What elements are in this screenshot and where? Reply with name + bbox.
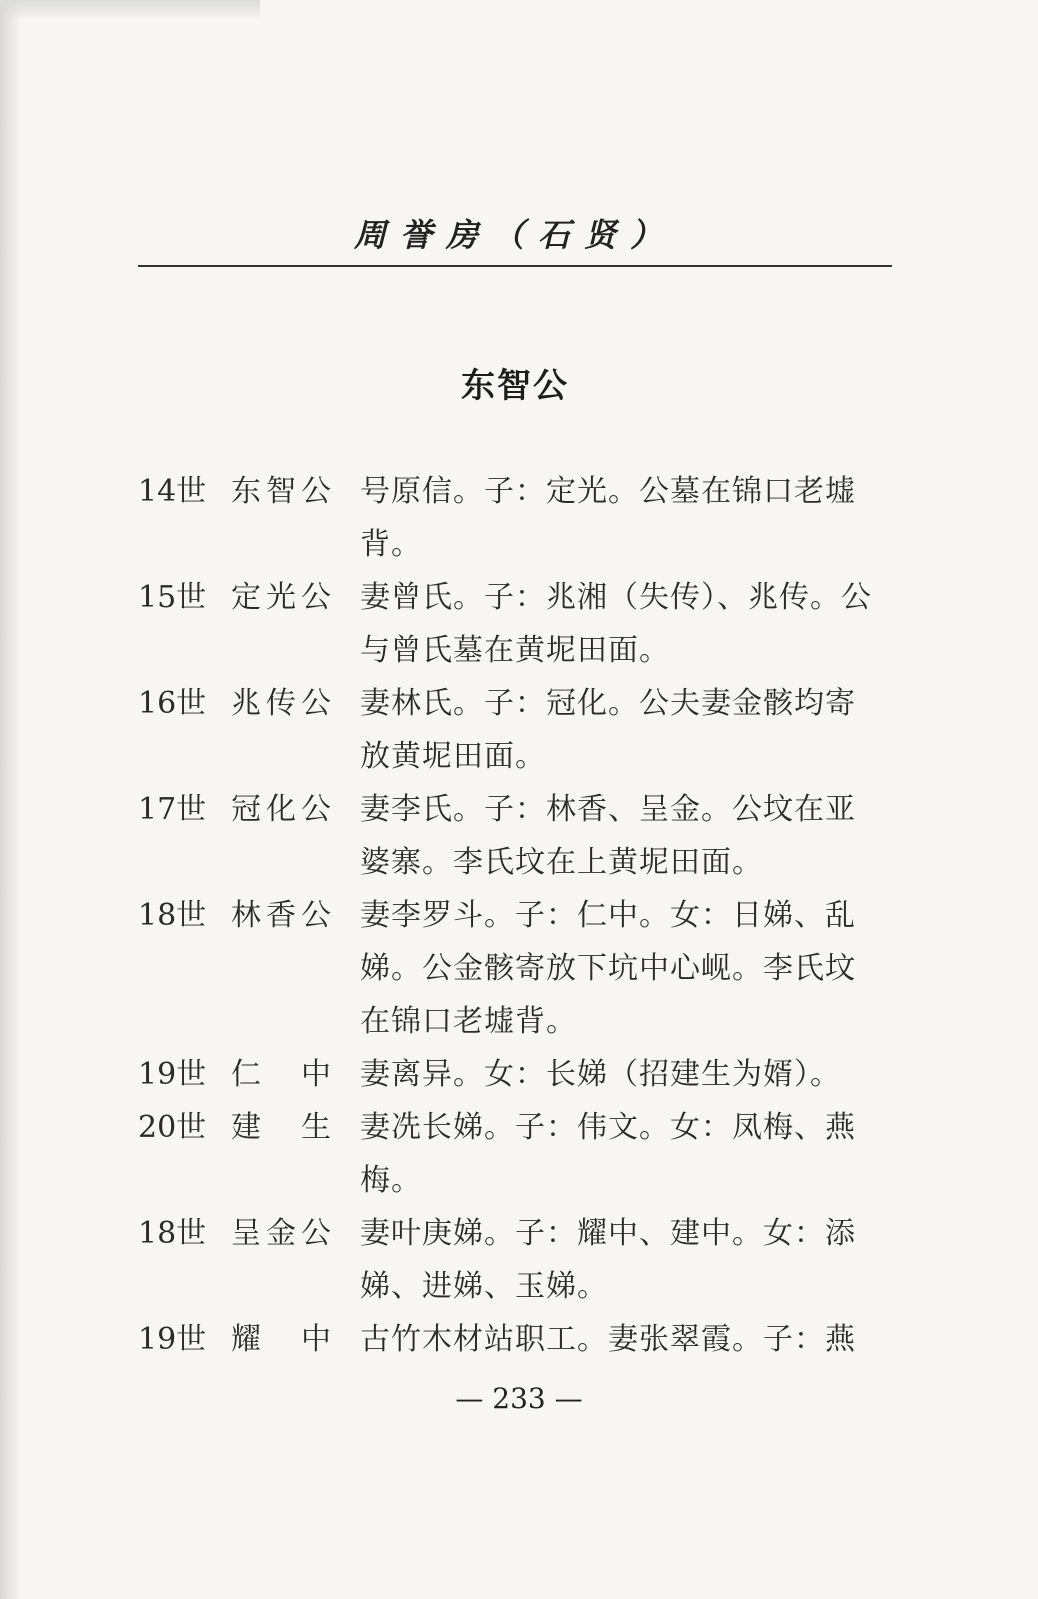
genealogy-entry	[138, 1048, 898, 1101]
generation-label: 15世	[138, 580, 207, 615]
generation-label: 18世	[138, 898, 207, 933]
generation-label: 18世	[138, 1216, 207, 1251]
genealogy-entry	[138, 783, 898, 889]
person-name: 耀 中	[231, 1322, 331, 1357]
entry-description: 号原信。子：定光。公墓在锦口老墟背。	[360, 474, 856, 562]
person-name: 建 生	[231, 1110, 331, 1145]
person-name: 呈金公	[231, 1216, 331, 1251]
genealogy-entry	[138, 889, 898, 1048]
entry-description: 妻离异。女：长娣（招建生为婿）。	[360, 1057, 841, 1092]
generation-label: 17世	[138, 792, 207, 827]
entry-description: 妻叶庚娣。子：耀中、建中。女：添娣、进娣、玉娣。	[360, 1216, 856, 1304]
person-name: 林香公	[231, 898, 331, 933]
entry-description: 妻冼长娣。子：伟文。女：凤梅、燕梅。	[360, 1110, 856, 1198]
genealogy-entry	[138, 465, 898, 571]
genealogy-entry	[138, 1313, 898, 1366]
header-rule	[138, 265, 892, 267]
entry-description: 妻李罗斗。子：仁中。女：日娣、乱娣。公金骸寄放下坑中心岘。李氏坟在锦口老墟背。	[360, 898, 856, 1039]
genealogy-entry	[138, 571, 898, 677]
running-head: 周誉房（石贤）	[353, 216, 676, 254]
scan-corner-shadow	[0, 0, 260, 20]
person-name: 冠化公	[231, 792, 331, 827]
person-name: 仁 中	[231, 1057, 331, 1092]
generation-label: 19世	[138, 1057, 207, 1092]
genealogy-entry	[138, 1207, 898, 1313]
person-name: 东智公	[231, 474, 331, 509]
generation-label: 16世	[138, 686, 207, 721]
page-number: — 233 —	[455, 1382, 583, 1415]
entry-description: 妻曾氏。子：兆湘（失传）、兆传。公与曾氏墓在黄坭田面。	[360, 580, 872, 668]
entry-description: 妻林氏。子：冠化。公夫妻金骸均寄放黄坭田面。	[360, 686, 856, 774]
genealogy-entries	[138, 465, 898, 1366]
entry-description: 妻李氏。子：林香、呈金。公坟在亚婆寨。李氏坟在上黄坭田面。	[360, 792, 856, 880]
person-name: 定光公	[231, 580, 331, 615]
entry-description: 古竹木材站职工。妻张翠霞。子：燕	[360, 1322, 856, 1357]
person-name: 兆传公	[231, 686, 331, 721]
generation-label: 20世	[138, 1110, 207, 1145]
generation-label: 19世	[138, 1322, 207, 1357]
genealogy-entry	[138, 1101, 898, 1207]
section-title: 东智公	[461, 366, 569, 406]
generation-label: 14世	[138, 474, 207, 509]
genealogy-entry	[138, 677, 898, 783]
scan-edge-shadow	[0, 0, 22, 1599]
